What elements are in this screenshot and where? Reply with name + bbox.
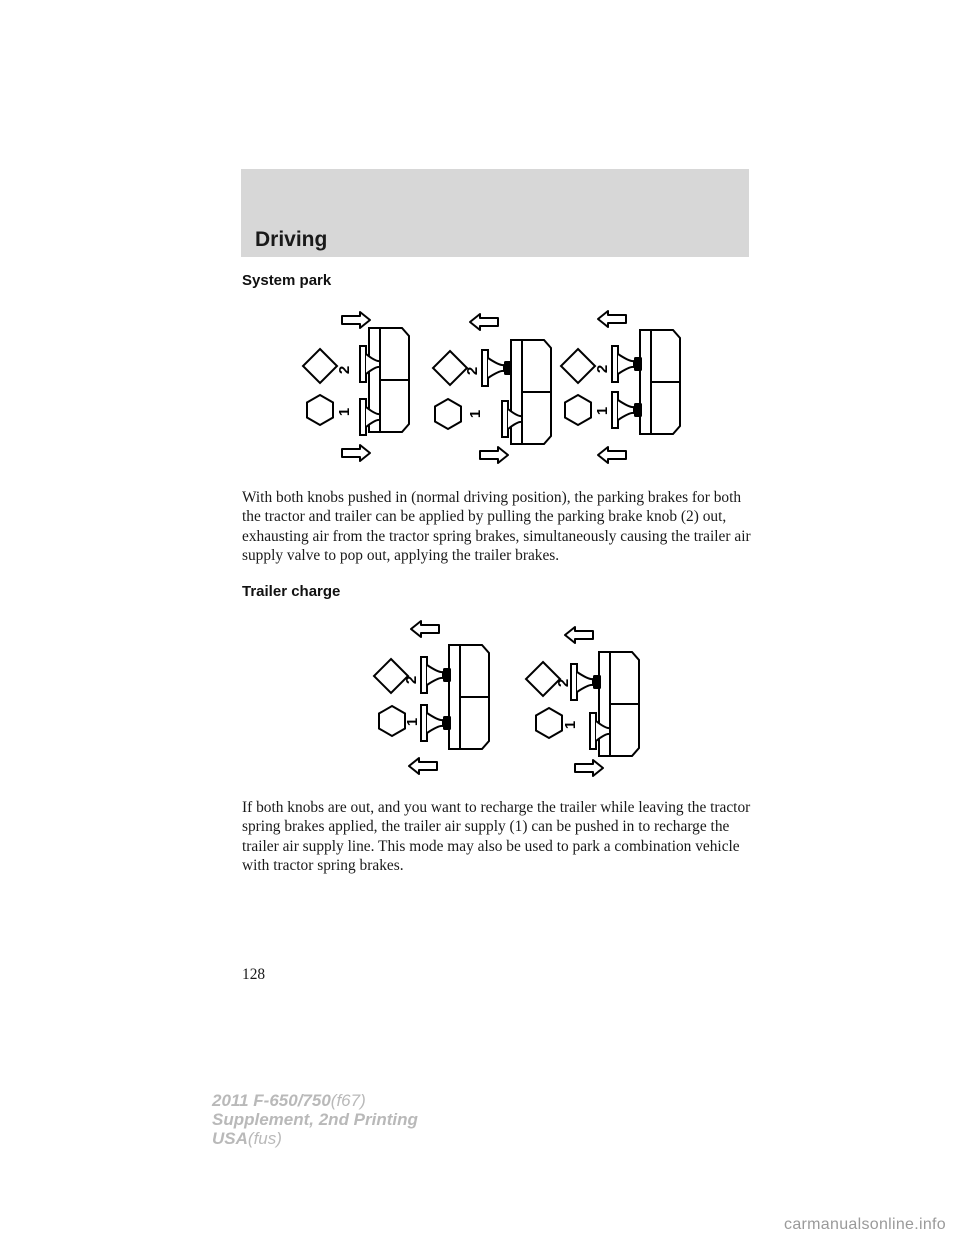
diamond-knob-icon (303, 349, 337, 383)
arrow-left-icon (565, 627, 593, 643)
knob-label-2: 2 (464, 366, 481, 376)
hexagon-knob-icon (307, 395, 333, 425)
system-park-paragraph: With both knobs pushed in (normal driving position), the parking brakes for both the tractor and trailer can be applied by pulling the parking brake knob (2) out, exhausting air from the tractor spring brakes, simultaneously causing the trailer air supply valve to pop out, applying the trailer brakes. (242, 489, 751, 564)
arrow-right-icon (575, 760, 603, 776)
footer-model-code: (f67) (330, 1091, 366, 1110)
valve-housing (640, 330, 680, 434)
arrow-left-icon (411, 621, 439, 637)
trailer-charge-diagram (365, 615, 645, 785)
knob-pulled-out (421, 657, 451, 693)
knob-label-2: 2 (403, 675, 420, 685)
document-footer (212, 1091, 418, 1148)
knob-label-1: 1 (336, 407, 353, 417)
state-both-in (303, 312, 409, 461)
footer-edition: Supplement, 2nd Printing (212, 1110, 418, 1129)
arrow-left-icon (409, 758, 437, 774)
arrow-right-icon (342, 312, 370, 328)
state-knob2-out (433, 314, 551, 463)
hexagon-knob-icon (435, 399, 461, 429)
arrow-left-icon (470, 314, 498, 330)
valve-housing (599, 652, 639, 756)
knob-pulled-out (421, 705, 451, 741)
arrow-left-icon (598, 311, 626, 327)
hexagon-knob-icon (379, 706, 405, 736)
diamond-knob-icon (433, 351, 467, 385)
knob-pulled-out (612, 346, 642, 382)
knob-pulled-out (571, 664, 601, 700)
knob-label-1: 1 (404, 717, 421, 727)
hexagon-knob-icon (565, 395, 591, 425)
diamond-knob-icon (561, 349, 595, 383)
state-knob1-in (526, 627, 639, 776)
system-park-diagram (300, 305, 690, 475)
section-header (241, 169, 749, 257)
system-park-heading: System park (242, 272, 332, 289)
state-both-out (374, 621, 489, 774)
knob-label-1: 1 (594, 406, 611, 416)
knob-label-1: 1 (467, 409, 484, 419)
state-both-out (561, 311, 680, 463)
knob-label-2: 2 (555, 678, 572, 688)
hexagon-knob-icon (536, 708, 562, 738)
valve-housing (511, 340, 551, 444)
arrow-right-icon (480, 447, 508, 463)
watermark: carmanualsonline.info (784, 1216, 946, 1233)
knob-pulled-out (612, 392, 642, 428)
arrow-right-icon (342, 445, 370, 461)
knob-label-1: 1 (562, 720, 579, 730)
footer-region: USA (212, 1129, 248, 1148)
knob-label-2: 2 (336, 365, 353, 375)
arrow-left-icon (598, 447, 626, 463)
valve-housing (449, 645, 489, 749)
footer-model: 2011 F-650/750 (212, 1091, 331, 1110)
knob-pulled-out (482, 350, 512, 386)
trailer-charge-paragraph: If both knobs are out, and you want to recharge the trailer while leaving the tractor spring brakes applied, the trailer air supply (1) can be pushed in to recharge the trailer air supply line. This mode may also be used to park a combination vehicle with tractor spring brakes. (242, 799, 751, 874)
trailer-charge-heading: Trailer charge (242, 583, 341, 600)
footer-region-code: (fus) (247, 1129, 282, 1148)
knob-label-2: 2 (594, 364, 611, 374)
section-title: Driving (255, 228, 328, 251)
page-number: 128 (242, 966, 266, 983)
